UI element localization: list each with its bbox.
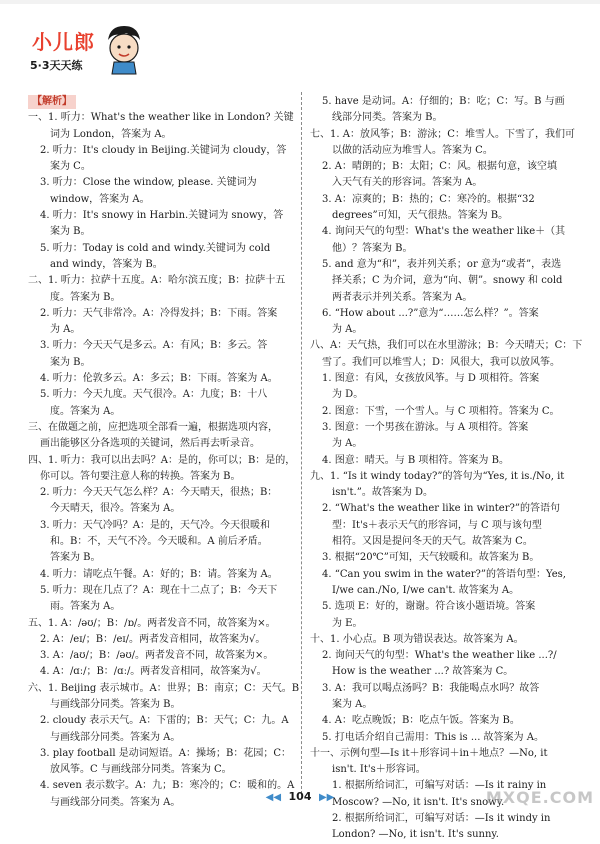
answer-line: 3. 听力：今天天气是多云。A：有风；B：多云。答 — [40, 340, 268, 352]
answer-line: 3. 图意：一个男孩在游泳。与 A 项相符。答案 — [322, 421, 529, 433]
answer-line: 入天气有关的形容词。答案为 A。 — [332, 177, 483, 189]
answer-line: 2. A：/eɪ/；B：/eɪ/。两者发音相同，故答案为√。 — [40, 633, 266, 645]
prev-page-arrow-icon: ◀◀ — [265, 792, 282, 803]
answer-line: isn't.”。故答案为 D。 — [332, 487, 434, 499]
answer-line: 4. A：吃点晚饭；B：吃点午饭。答案为 B。 — [322, 715, 520, 727]
answer-line: 两者表示并列关系。答案为 A。 — [332, 291, 473, 303]
answer-line: 四、1. 听力：我可以出去吗？A：是的，你可以；B：是的， — [28, 454, 296, 466]
answer-line: 3. 听力：Close the window, please. 关键词为 — [40, 177, 257, 189]
answer-line: 3. 听力：天气冷吗？A：是的，天气冷。今天很暖和 — [40, 519, 270, 531]
answer-line: 相符。又因是提问冬天的天气。故答案为 C。 — [332, 536, 533, 548]
answer-line: London? —No, it isn't. It's sunny. — [332, 829, 499, 841]
answer-line: 2. 听力：今天天气怎么样？A：今天晴天，很热；B： — [40, 487, 278, 499]
answer-line: 答案为 B。 — [50, 552, 101, 564]
answer-line: 为 A。 — [332, 438, 363, 450]
answer-line: 案为 A。 — [332, 698, 373, 710]
brand-logo — [26, 24, 126, 76]
answer-line: 五、1. A：/əʊ/；B：/ɒ/。两者发音不同，故答案为×。 — [28, 617, 276, 629]
answer-line: 词为 London，答案为 A。 — [50, 128, 172, 140]
answer-line: 2. cloudy 表示天气。A：下雷的；B：天气；C：九。A — [40, 715, 289, 727]
answer-line: 1. 根据所给词汇，可编写对话：—Is it rainy in — [332, 780, 547, 792]
next-page-arrow-icon: ▶▶ — [318, 792, 335, 803]
answer-line: 3. 根据“20℃”可知，天气较暖和。故答案为 B。 — [322, 552, 540, 564]
answer-line: 5. 听力：今天九度。天气很冷。A：九度；B：十八 — [40, 389, 268, 401]
answer-line: 2. 听力：It's cloudy in Beijing.关键词为 cloudy，答 — [40, 144, 287, 156]
answer-line: 为 A。 — [50, 324, 81, 336]
analysis-heading: 【解析】 — [28, 95, 76, 109]
answer-line: 十一、示例句型—Is it＋形容词＋in＋地点？—No, it — [310, 747, 548, 759]
answer-line: 雪了。我们可以堆雪人；D：风很大，我可以放风筝。 — [322, 356, 561, 368]
analysis-heading-line — [28, 94, 296, 110]
answer-line: 5. 选项 E：好的，谢谢。符合该小题语境。答案 — [322, 601, 536, 613]
page-number: 104 — [288, 790, 312, 803]
answer-line: 4. “Can you swim in the water?”的答语句型：Yes, — [322, 568, 566, 580]
column-divider — [301, 92, 302, 794]
answer-line: window，答案为 A。 — [50, 193, 150, 205]
answer-line: 三、在做题之前，应把选项全部看一遍，根据选项内容， — [28, 421, 278, 433]
series-name: 5·3天天练 — [30, 59, 83, 72]
answer-line: 4. seven 表示数字。A：九；B：寒冷的；C：暖和的。A — [40, 780, 295, 792]
cartoon-boy-icon — [100, 22, 146, 76]
answer-line: 七、1. A：放风筝；B：游泳；C：堆雪人。下雪了，我们可 — [310, 128, 575, 140]
answer-line: How is the weather ...? 故答案为 C。 — [332, 666, 514, 678]
answer-line: 4. 听力：请吃点午餐。A：好的；B：请。答案为 A。 — [40, 568, 278, 580]
answer-line: 六、1. Beijing 表示城市。A：世界；B：南京；C：天气。B — [28, 682, 300, 694]
answer-line: isn't. It's＋形容词。 — [332, 764, 426, 776]
answer-line: 4. 询问天气的句型：What's the weather like＋（其 — [322, 226, 566, 238]
answer-line: 2. “What's the weather like in winter?”的答语句 — [322, 503, 560, 515]
answer-line: 二、1. 听力：拉萨十五度。A：哈尔滨五度；B：拉萨十五 — [28, 275, 286, 287]
answer-line: 2. 听力：天气非常冷。A：冷得发抖；B：下雨。答案 — [40, 307, 278, 319]
answer-line: 他）？答案为 B。 — [332, 242, 413, 254]
answer-line: 十、1. 小心点。B 项为错误表达。故答案为 A。 — [310, 633, 524, 645]
answer-line: 5. and 意为“和”，表并列关系；or 意为“或者”，表选 — [322, 258, 562, 270]
watermark — [444, 760, 594, 810]
answer-line: 2. 询问天气的句型：What's the weather like ...?/ — [322, 650, 557, 662]
answer-line: 画出能够区分各选项的关键词，然后再去听录音。 — [40, 438, 260, 450]
answer-line: 3. A：凉爽的；B：热的；C：寒冷的。根据“32 — [322, 193, 535, 205]
answer-line: 与画线部分同类。答案为 B。 — [50, 698, 181, 710]
answer-line: 4. 听力：It's snowy in Harbin.关键词为 snowy，答 — [40, 210, 284, 222]
answer-line: I/we can./No, I/we can't. 故答案为 A。 — [332, 584, 520, 596]
answer-line: 2. A：晴朗的；B：太阳；C：风。根据句意，该空填 — [322, 161, 557, 173]
answer-line: 九、1. “Is it windy today?”的答句为“Yes, it is./No, it — [310, 470, 565, 482]
answer-line: Moscow? —No, it isn't. It's snowy. — [332, 796, 505, 808]
answer-line: 与画线部分同类。答案为 A。 — [50, 796, 181, 808]
watermark-text: MXQE.COM — [485, 788, 594, 807]
answer-line: 你可以。答句要注意人称的转换。答案为 B。 — [40, 470, 241, 482]
answer-line: and windy，答案为 B。 — [50, 258, 163, 270]
brand-name: 小儿郎 — [32, 30, 95, 54]
answer-line: 5. have 是动词。A：仔细的；B：吃；C：写。B 与画 — [322, 96, 565, 107]
answer-line: 放风筝。C 与画线部分同类。答案为 C。 — [50, 764, 232, 776]
answer-line: 八、A：天气热，我们可以在水里游泳；B：今天晴天；C：下 — [310, 340, 583, 352]
answer-line: 5. 听力：Today is cold and windy.关键词为 cold — [40, 242, 271, 254]
answer-column-right — [310, 94, 583, 844]
answer-line: 3. play football 是动词短语。A：操场；B：花园；C： — [40, 747, 292, 759]
answer-line: 择关系；C 为介词，意为“向、朝”。snowy 和 cold — [332, 275, 563, 287]
answer-line: 2. 根据所给词汇，可编写对话：—Is it windy in — [332, 813, 551, 825]
answer-line: 型：It's＋表示天气的形容词，与 C 项与该句型 — [332, 519, 542, 531]
answer-line: 案为 C。 — [50, 161, 91, 173]
answer-line: 3. A：我可以喝点汤吗？B：我能喝点水吗？故答 — [322, 682, 540, 694]
answer-line: 和。B：不，天气不冷。今天暖和。A 前后矛盾。 — [50, 536, 268, 548]
answer-line: 4. 听力：伦敦多云。A：多云；B：下雨。答案为 A。 — [40, 373, 278, 385]
answer-line: 一、1. 听力：What's the weather like in London? 关键 — [28, 112, 294, 124]
answer-line: 为 E。 — [332, 617, 363, 629]
answer-line: 与画线部分同类。答案为 A。 — [50, 731, 181, 743]
answer-line: 4. A：/ɑː/；B：/ɑː/。两者发音相同，故答案为√。 — [40, 666, 267, 678]
answer-line: 5. 听力：现在几点了？A：现在十二点了；B：今天下 — [40, 584, 278, 596]
answer-line: 1. 图意：有风，女孩放风筝。与 D 项相符。答案 — [322, 373, 540, 385]
answer-line: 3. A：/aʊ/；B：/əʊ/。两者发音不同，故答案为×。 — [40, 650, 274, 662]
answer-line: 4. 图意：晴天。与 B 项相符。答案为 B。 — [322, 454, 509, 466]
answer-line: 6. “How about ...?”意为“……怎么样？”。答案 — [322, 307, 539, 319]
answer-line: 2. 图意：下雪，一个雪人。与 C 项相符。答案为 C。 — [322, 405, 560, 417]
answer-line: 今天晴天，很冷。答案为 A。 — [50, 503, 181, 515]
page-top-rule — [0, 0, 600, 4]
answer-line: degrees”可知，天气很热。答案为 B。 — [332, 210, 509, 222]
answer-line: 为 A。 — [332, 324, 363, 336]
right-answer-lines — [310, 94, 583, 844]
answer-line: 以做的活动应为堆雪人。答案为 C。 — [332, 144, 493, 156]
answer-line: 度。答案为 B。 — [50, 291, 121, 303]
answer-line: 为 D。 — [332, 389, 364, 401]
answer-line: 雨。答案为 A。 — [50, 601, 121, 613]
answer-line: 度。答案为 A。 — [50, 405, 121, 417]
answer-line: 案为 B。 — [50, 226, 91, 238]
answer-line: 5. 打电话介绍自己需用：This is ... 故答案为 A。 — [322, 731, 544, 743]
answer-line: 线部分同类。答案为 B。 — [332, 112, 443, 124]
answer-line: 案为 B。 — [50, 356, 91, 368]
